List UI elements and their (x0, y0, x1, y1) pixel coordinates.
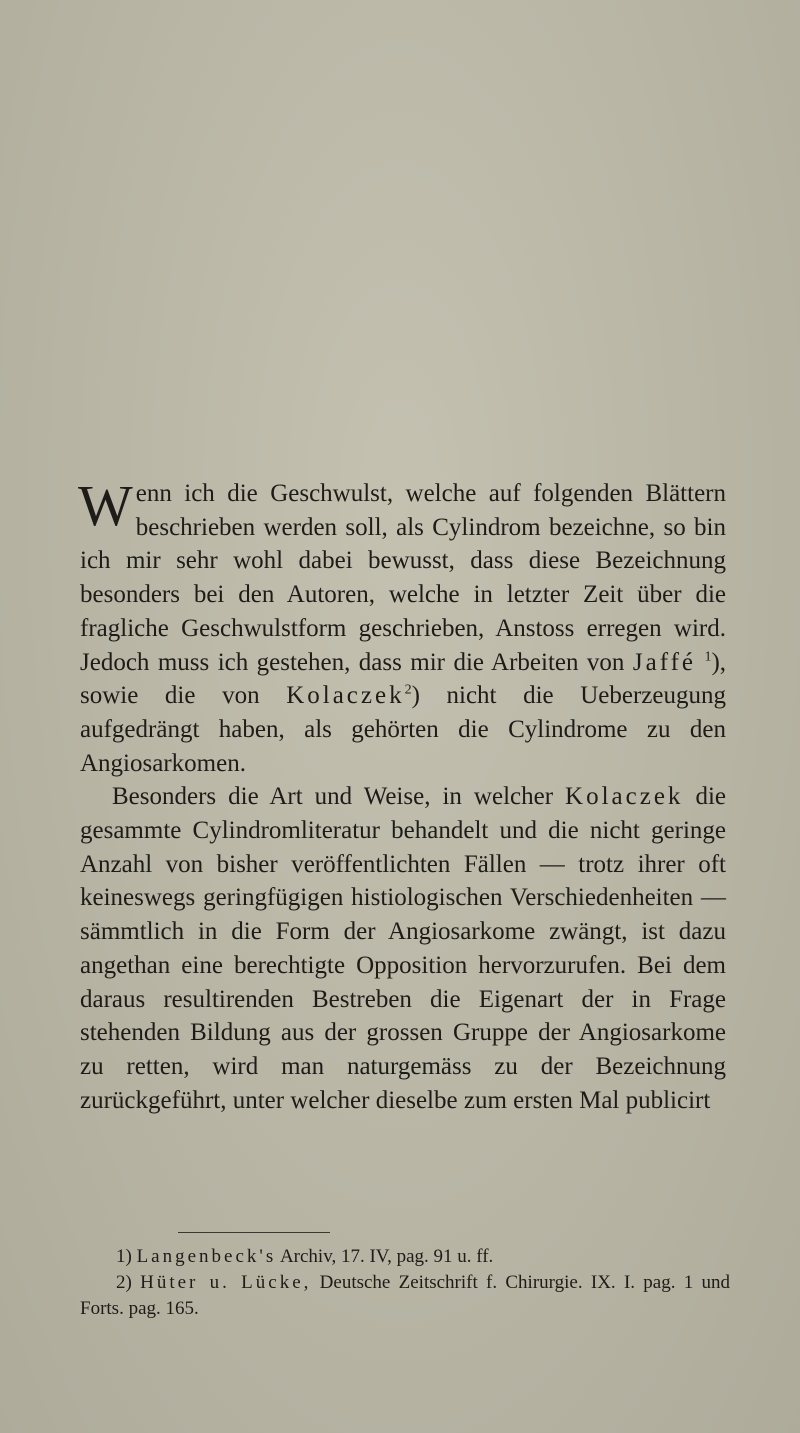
paragraph-2 (80, 780, 726, 1117)
paragraph-2-start: Besonders die Art und Weise, in welcher (112, 783, 554, 811)
footnote-1-number: 1) (116, 1246, 132, 1267)
footnote-ref-2: 2 (404, 682, 412, 698)
drop-cap: W (78, 473, 133, 538)
footnote-2-author: Hüter u. Lücke, (140, 1272, 312, 1293)
footnote-1-author: Langenbeck's (136, 1246, 277, 1267)
footnote-2-number: 2) (116, 1272, 132, 1293)
footnote-2 (80, 1270, 730, 1322)
author-jaffe: Jaffé (632, 648, 696, 676)
paragraph-2-rest: die gesammte Cylindromliteratur behandelt und die nicht geringe Anzahl von bisher veröffentlichten Fällen — trotz ihrer oft keineswegs geringfügigen histiologischen Verschiedenheiten — sämmtlich in die Form der Angiosarkome zwängt, ist dazu angethan eine berechtigte Opposition hervorzurufen. Bei dem daraus resultirenden Bestreben die Eigenart der in Frage stehenden Bildung aus der grossen Gruppe der Angiosarkome zu retten, wird man naturgemäss zu der Bezeichnung zurückgeführt, unter welcher dieselbe zum ersten Mal publicirt (80, 783, 726, 1114)
paragraph-1-mid: ), sowie die von (80, 648, 727, 710)
main-text (78, 473, 727, 1117)
paragraph-1-text: enn ich die Geschwulst, welche auf folgenden Blättern beschrieben werden soll, als Cylindrom bezeichne, so bin ich mir sehr wohl dabei bewusst, dass diese Bezeichnung besonders bei den Autoren, welche in letzter Zeit über die fragliche Geschwulstform geschrieben, Anstoss erregen wird. Jedoch muss ich gestehen, dass mir die Arbeiten von (80, 480, 726, 676)
author-kolaczek-2: Kolaczek (565, 783, 684, 811)
footnote-2-text: Deutsche Zeitschrift f. Chirurgie. IX. I. pag. 1 und Forts. pag. 165. (80, 1272, 731, 1319)
paragraph-1 (78, 473, 727, 780)
footnote-1-text: Archiv, 17. IV, pag. 91 u. ff. (279, 1246, 494, 1267)
footnote-ref-1: 1 (704, 649, 712, 665)
footnote-1 (80, 1244, 730, 1270)
paragraph-1-end: ) nicht die Ueberzeugung aufgedrängt haben, als gehörten die Cylindrome zu den Angiosarkomen. (80, 682, 727, 777)
footnotes (80, 1244, 730, 1322)
footnote-rule (178, 1232, 330, 1233)
author-kolaczek: Kolaczek (286, 682, 405, 710)
